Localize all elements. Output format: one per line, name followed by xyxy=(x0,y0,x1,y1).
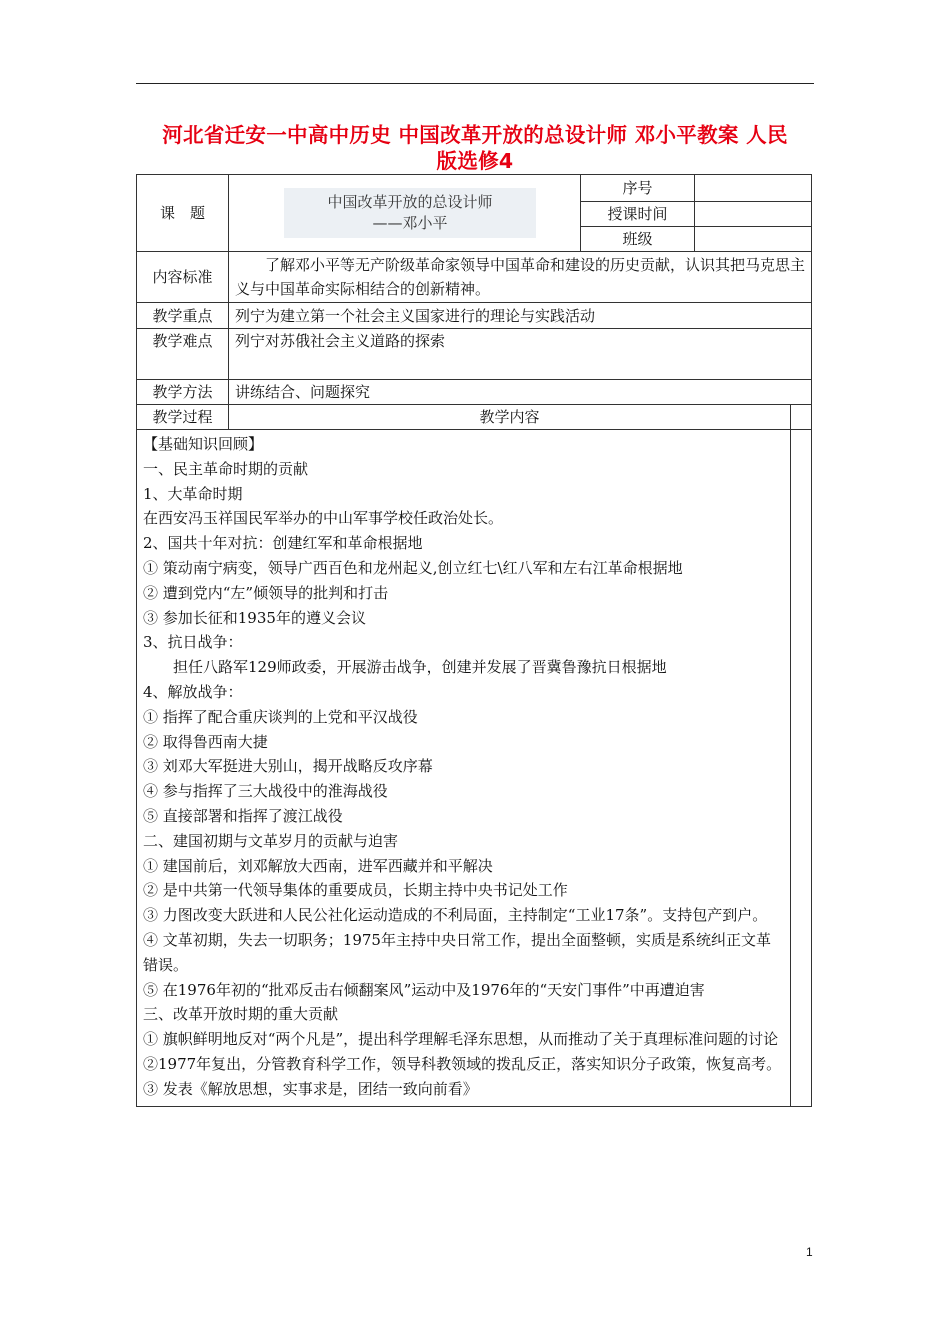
content-label: 教学内容 xyxy=(229,405,791,430)
content-line: 担任八路军129师政委，开展游击战争，创建并发展了晋冀鲁豫抗日根据地 xyxy=(173,658,667,677)
content-line: ③ 刘邓大军挺进大别山，揭开战略反攻序幕 xyxy=(143,757,433,776)
content-line: ③ 力图改变大跃进和人民公社化运动造成的不利局面，主持制定“工业17条”。支持包产到户。 xyxy=(143,906,768,925)
content-line: ⑤ 直接部署和指挥了渡江战役 xyxy=(143,806,343,825)
document-title xyxy=(136,122,814,174)
key-point-label: 教学重点 xyxy=(137,303,229,329)
content-line: 2、国共十年对抗：创建红军和革命根据地 xyxy=(143,534,423,553)
key-point-text: 列宁为建立第一个社会主义国家进行的理论与实践活动 xyxy=(229,303,812,329)
content-line: ① 建国前后，刘邓解放大西南，进军西藏并和平解决 xyxy=(143,856,493,875)
title-line-1: 河北省迁安一中高中历史 中国改革开放的总设计师 邓小平教案 人民 xyxy=(162,123,788,147)
content-line: ① 旗帜鲜明地反对“两个凡是”，提出科学理解毛泽东思想，从而推动了关于真理标准问题的讨论 xyxy=(143,1030,779,1049)
topic-line-2: ——邓小平 xyxy=(372,214,448,232)
title-line-2: 版选修4 xyxy=(436,149,514,173)
time-value xyxy=(695,202,812,227)
class-value xyxy=(695,227,812,252)
content-line: ② 取得鲁西南大捷 xyxy=(143,732,268,751)
content-line: ④ 文革初期，失去一切职务；1975年主持中央日常工作，提出全面整顿，实质是系统纠正文革错误。 xyxy=(143,930,771,974)
page-number: 1 xyxy=(806,1245,813,1259)
seq-label: 序号 xyxy=(581,175,695,202)
content-line: 3、抗日战争： xyxy=(143,633,243,652)
content-line: ① 策动南宁病变，领导广西百色和龙州起义,创立红七\红八军和左右江革命根据地 xyxy=(143,558,683,577)
content-line: ③ 参加长征和1935年的遵义会议 xyxy=(143,608,366,627)
difficulty-label: 教学难点 xyxy=(137,329,229,380)
method-label: 教学方法 xyxy=(137,380,229,405)
seq-value xyxy=(695,175,812,202)
teaching-content xyxy=(137,430,791,1107)
process-label: 教学过程 xyxy=(137,405,229,430)
class-label: 班级 xyxy=(581,227,695,252)
topic-label: 课 题 xyxy=(137,175,229,252)
topic-cell xyxy=(229,175,581,252)
content-line: ② 遭到党内“左”倾领导的批判和打击 xyxy=(143,583,389,602)
content-line: ① 指挥了配合重庆谈判的上党和平汉战役 xyxy=(143,707,418,726)
content-line: 4、解放战争： xyxy=(143,682,243,701)
time-label: 授课时间 xyxy=(581,202,695,227)
topic-line-1: 中国改革开放的总设计师 xyxy=(327,193,493,211)
content-line: 【基础知识回顾】 xyxy=(143,435,264,453)
content-line: 三、改革开放时期的重大贡献 xyxy=(143,1005,339,1024)
lesson-plan-table xyxy=(136,174,812,1107)
content-line: 1、大革命时期 xyxy=(143,484,243,503)
difficulty-text: 列宁对苏俄社会主义道路的探索 xyxy=(229,329,812,380)
side-column-cell xyxy=(791,405,812,430)
method-text: 讲练结合、问题探究 xyxy=(229,380,812,405)
side-column-cell xyxy=(791,430,812,1107)
header-rule xyxy=(136,83,814,84)
standard-label: 内容标准 xyxy=(137,252,229,303)
content-line: 一、民主革命时期的贡献 xyxy=(143,459,309,478)
content-line: ② 是中共第一代领导集体的重要成员，长期主持中央书记处工作 xyxy=(143,881,568,900)
content-line: 在西安冯玉祥国民军举办的中山军事学校任政治处长。 xyxy=(143,509,504,528)
standard-text: 了解邓小平等无产阶级革命家领导中国革命和建设的历史贡献，认识其把马克思主义与中国革命实际相结合的创新精神。 xyxy=(229,252,812,303)
content-line: ⑤ 在1976年初的“批邓反击右倾翻案风”运动中及1976年的“天安门事件”中再遭迫害 xyxy=(143,980,705,999)
content-line: ④ 参与指挥了三大战役中的淮海战役 xyxy=(143,782,388,801)
content-line: ②1977年复出，分管教育科学工作，领导科教领域的拨乱反正，落实知识分子政策，恢复高考。 xyxy=(143,1054,782,1073)
content-line: 二、建国初期与文革岁月的贡献与迫害 xyxy=(143,831,399,850)
content-line: ③ 发表《解放思想，实事求是，团结一致向前看》 xyxy=(143,1079,478,1098)
topic-image xyxy=(284,188,536,238)
